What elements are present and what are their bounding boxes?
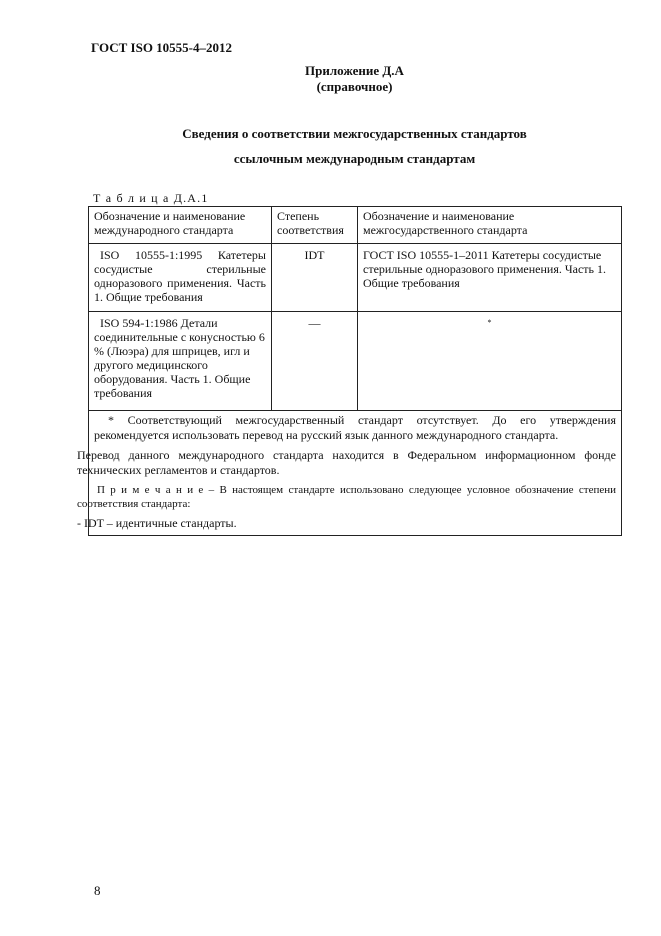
page-number: 8 <box>94 883 101 898</box>
header-national-standard: Обозначение и наименование межгосударственного стандарта <box>358 207 622 244</box>
table-row <box>89 312 622 411</box>
note-text: – В настоящем стандарте использовано следующее условное обозначение степени соответствия стандарта: <box>77 484 616 510</box>
header-degree: Степень соответствия <box>272 207 358 244</box>
annex-title-block <box>0 63 661 95</box>
footnote-star: * Соответствующий межгосударственный стандарт отсутствует. До его утверждения рекомендуется использовать перевод на русский язык данного международного стандарта. <box>94 413 616 442</box>
footnote-translation: Перевод данного международного стандарта находится в Федеральном информационном фонде технических регламентов и стандартов. <box>77 448 616 477</box>
table-footnotes <box>77 411 622 536</box>
row1-degree: IDT <box>272 244 358 312</box>
table-caption: Т а б л и ц а Д.А.1 <box>93 191 209 205</box>
section-heading-line1: Сведения о соответствии межгосударственных стандартов <box>182 126 527 141</box>
correspondence-table <box>77 206 622 536</box>
table-header-row <box>89 207 622 244</box>
table-footnotes-row <box>89 411 622 536</box>
annex-subtitle: (справочное) <box>316 79 393 94</box>
row2-degree: — <box>272 312 358 411</box>
document-id: ГОСТ ISO 10555-4–2012 <box>91 40 233 55</box>
note-label: П р и м е ч а н и е <box>97 484 204 496</box>
footnote-note <box>77 483 616 511</box>
row2-national-standard: * <box>358 312 622 411</box>
table-row <box>89 244 622 312</box>
annex-title: Приложение Д.А <box>305 63 404 78</box>
footnote-idt: - IDT – идентичные стандарты. <box>77 516 237 530</box>
row2-intl-standard: ISO 594-1:1986 Детали соединительные с конусностью 6 % (Люэра) для шприцев, игл и другого медицинского оборудования. Часть 1. Общие требования <box>89 312 272 411</box>
row1-intl-standard: ISO 10555-1:1995 Катетеры сосудистые стерильные одноразового применения. Часть 1. Общие требования <box>89 244 272 312</box>
section-heading-line2: ссылочным международным стандартам <box>233 151 476 166</box>
header-intl-standard: Обозначение и наименование международного стандарта <box>89 207 272 244</box>
row1-national-standard: ГОСТ ISO 10555-1–2011 Катетеры сосудистые стерильные одноразового применения. Часть 1. Общие требования <box>358 244 622 312</box>
